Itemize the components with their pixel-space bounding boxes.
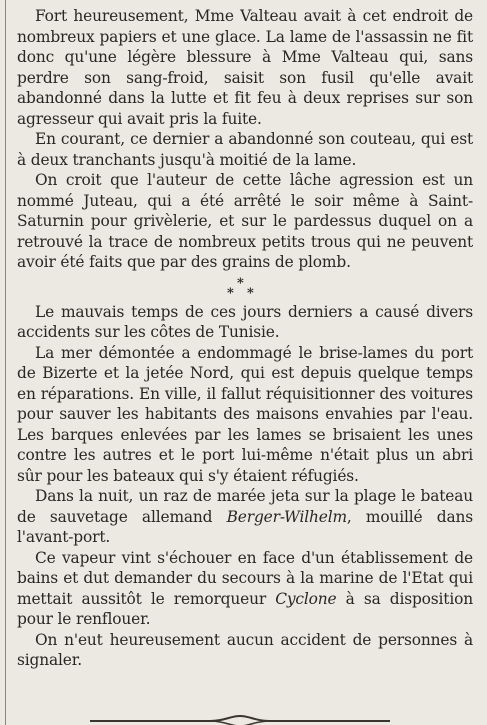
svg-text:*: * bbox=[227, 285, 236, 299]
article-paragraph: On croit que l'auteur de cette lâche agression est un nommé Juteau, qui a été arrêté le soir même à Saint-Saturnin pour grivèlerie, et sur le pardessus duquel on a retrouvé la trace de nombreux petits trous qui ne peuvent avoir été faits que par des grains de plomb. bbox=[17, 171, 473, 271]
article-paragraph: Fort heureusement, Mme Valteau avait à cet endroit de nombreux papiers et une glace. La lame de l'assassin ne fit donc qu'une légère blessure à Mme Valteau qui, sans perdre son sang-froid, saisit son fusil qu'elle avait abandonné dans la lutte et fit feu à deux reprises sur son agresseur qui avait pris la fuite. bbox=[17, 7, 473, 128]
section-separator bbox=[17, 273, 473, 302]
asterism-icon bbox=[17, 277, 473, 305]
article-paragraph bbox=[17, 548, 473, 630]
ship-name: Berger-Wilhelm bbox=[226, 507, 347, 526]
article-paragraph: En courant, ce dernier a abandonné son couteau, qui est à deux tranchants jusqu'à moitié de la lame. bbox=[17, 130, 473, 169]
paragraph-text: Ce vapeur vint s'échouer en face d'un établissement de bains et dut demander du secours à la marine de l'Etat qui mettait aussitôt le remorqueur bbox=[17, 548, 473, 608]
svg-text:*: * bbox=[237, 276, 246, 291]
paragraph-text: à sa disposition pour le renflouer. bbox=[17, 589, 473, 628]
article-paragraph: Le mauvais temps de ces jours derniers a causé divers accidents sur les côtes de Tunisie. bbox=[17, 302, 473, 341]
paragraph-text: Dans la nuit, un raz de marée jeta sur la plage le bateau de sauvetage allemand bbox=[17, 487, 473, 526]
svg-text:*: * bbox=[247, 285, 256, 299]
ornamental-rule bbox=[90, 715, 390, 725]
article-paragraph bbox=[17, 486, 473, 548]
tug-name: Cyclone bbox=[275, 589, 337, 608]
article-paragraph: La mer démontée a endommagé le brise-lames du port de Bizerte et la jetée Nord, qui est depuis quelque temps en réparations. En ville, il fallut réquisitionner des voitures pour sauver les habitants des maisons envahies par l'eau. Les barques enlevées par les lames se brisaient les unes contre les autres et le port lui-même n'était plus un abri sûr pour les bateaux qui s'y étaient réfugiés. bbox=[17, 343, 473, 485]
article-paragraph: On n'eut heureusement aucun accident de personnes à signaler. bbox=[17, 630, 473, 669]
paragraph-text: , mouillé dans l'avant-port. bbox=[17, 507, 473, 546]
